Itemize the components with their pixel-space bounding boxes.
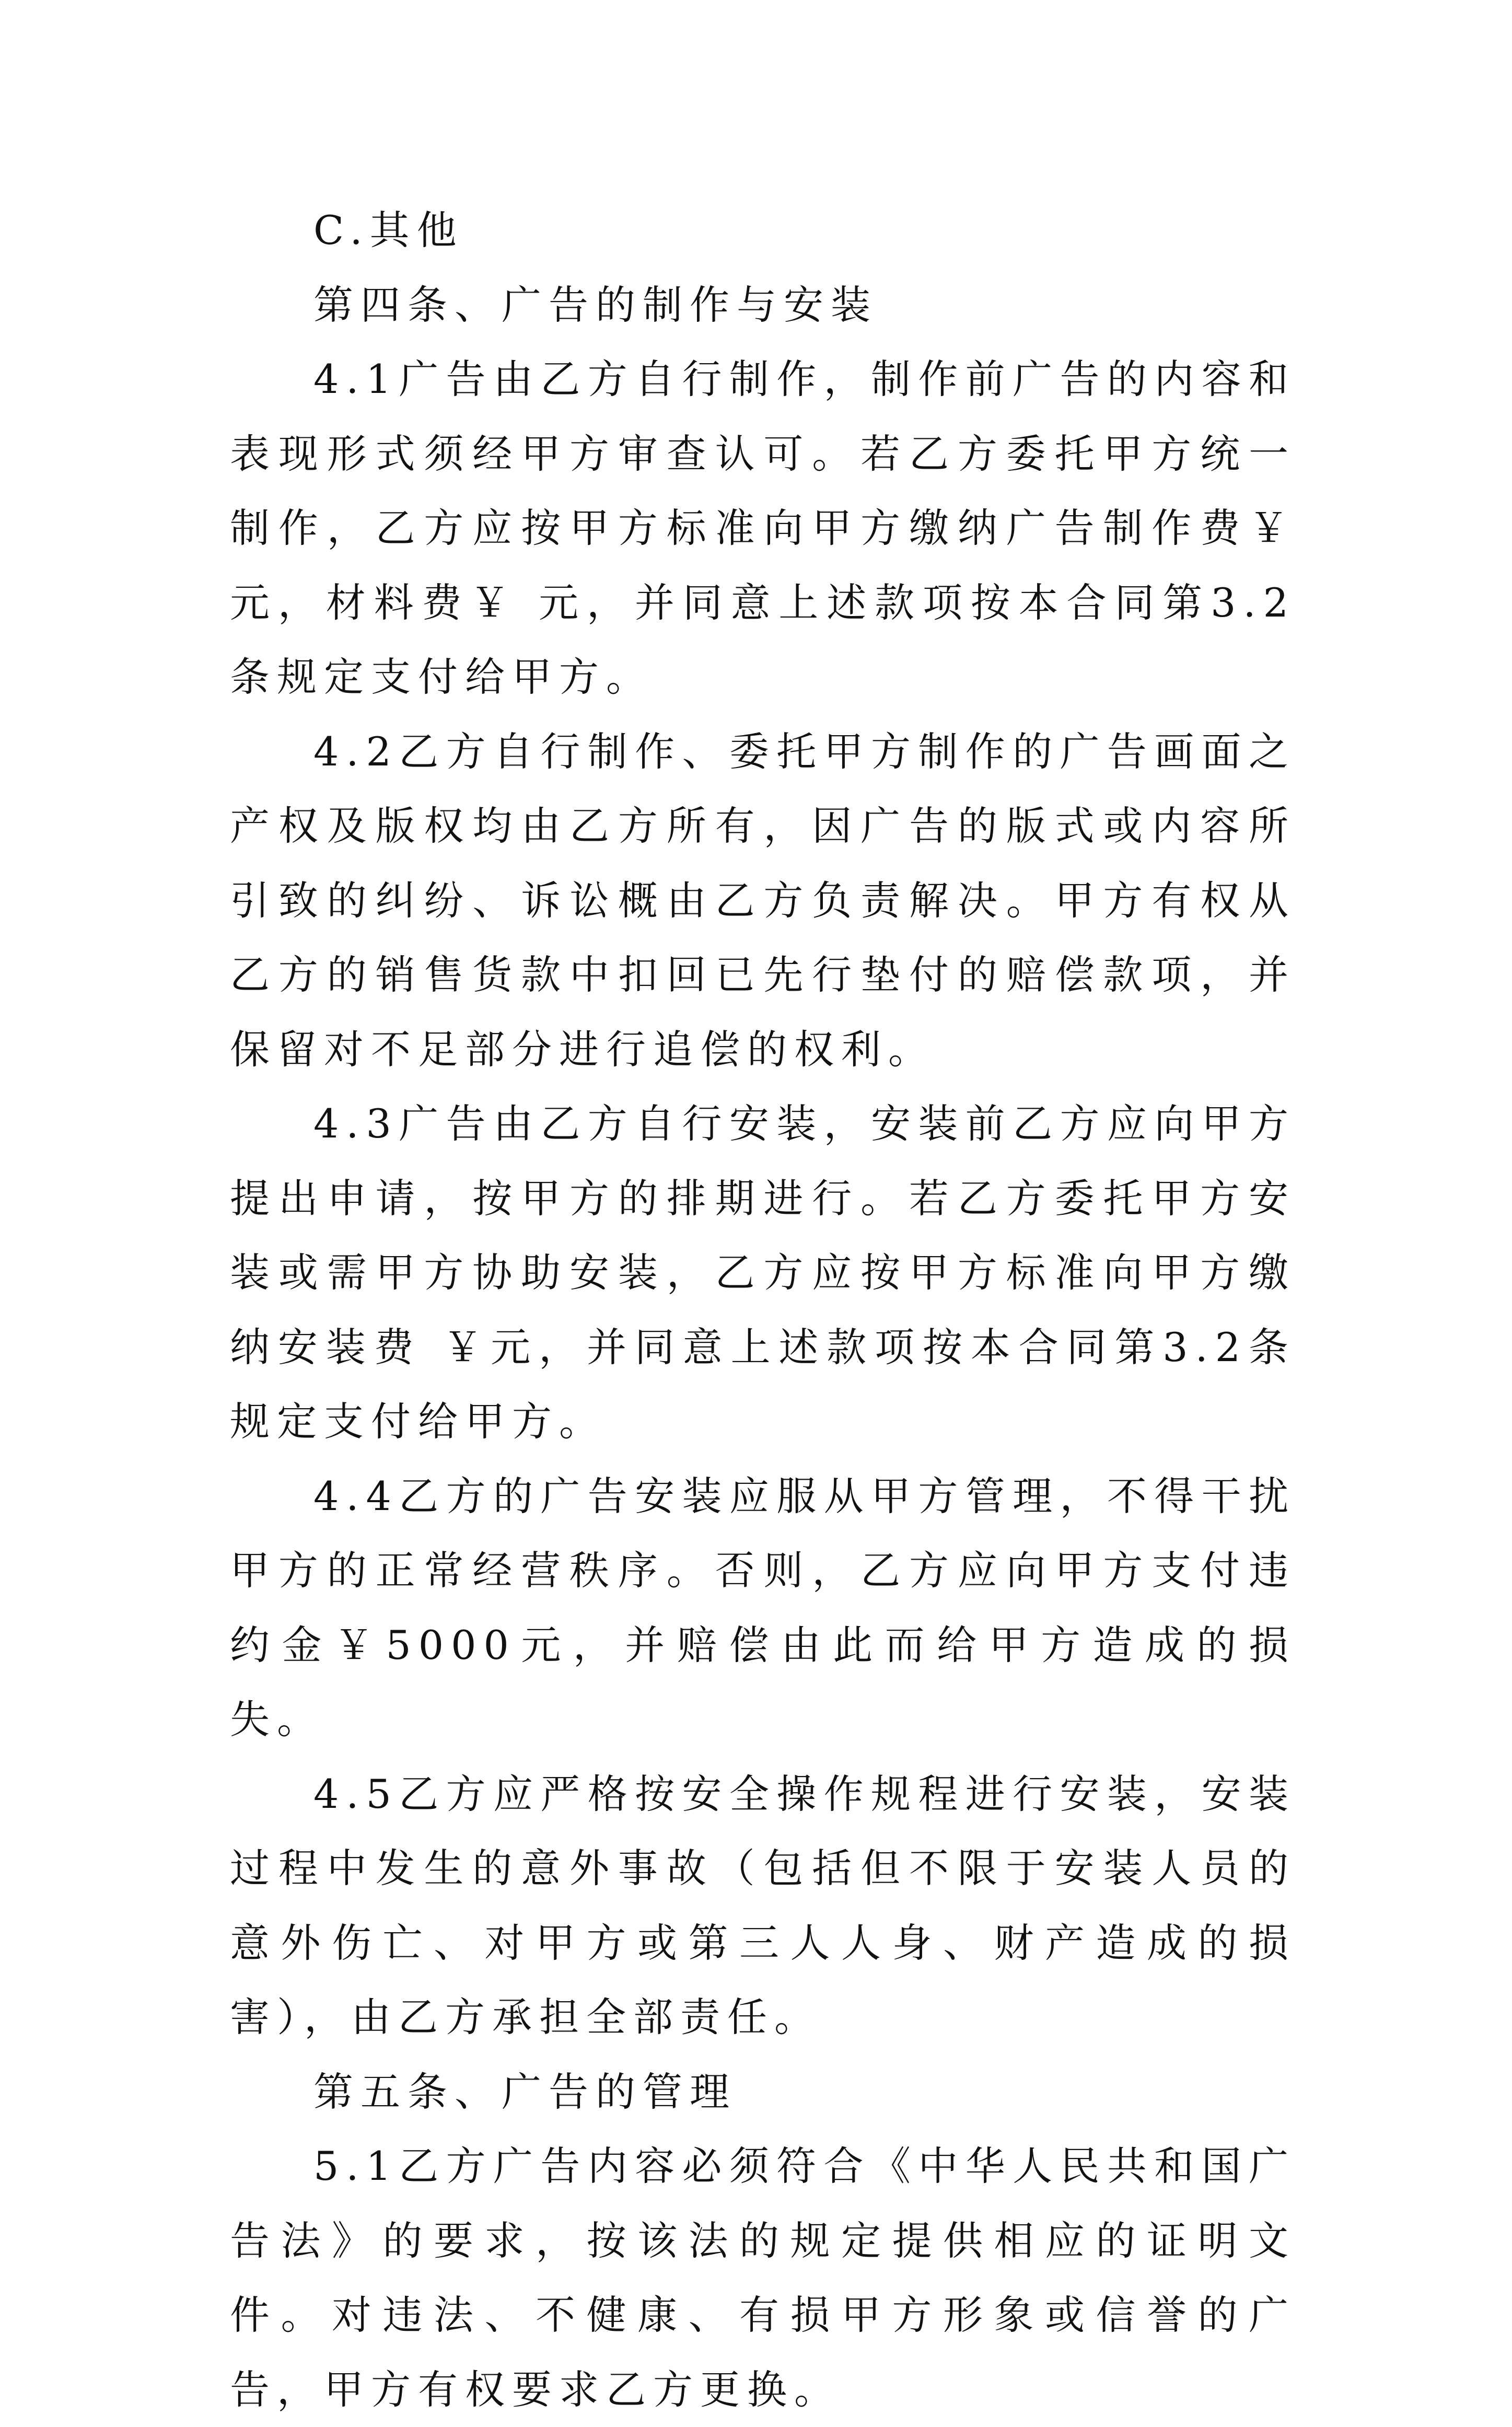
clause-4-2: 4.2乙方自行制作、委托甲方制作的广告画面之产权及版权均由乙方所有，因广告的版式或内容所引致的纠纷、诉讼概由乙方负责解决。甲方有权从乙方的销售货款中扣回已先行垫付的赔偿款项，并保留对不足部分进行追偿的权利。 [230, 728, 1296, 1073]
clause-4-4: 4.4乙方的广告安装应服从甲方管理，不得干扰甲方的正常经营秩序。否则，乙方应向甲方支付违约金￥5000元，并赔偿由此而给甲方造成的损失。 [230, 1472, 1296, 1743]
article-4-heading: 第四条、广告的制作与安装 [313, 281, 878, 328]
clause-4-3: 4.3广告由乙方自行安装，安装前乙方应向甲方提出申请，按甲方的排期进行。若乙方委托甲方安装或需甲方协助安装，乙方应按甲方标准向甲方缴纳安装费 ￥元，并同意上述款项按本合同第3.2条规定支付给甲方。 [230, 1100, 1296, 1445]
clause-5-1: 5.1乙方广告内容必须符合《中华人民共和国广告法》的要求，按该法的规定提供相应的证明文件。对违法、不健康、有损甲方形象或信誉的广告，甲方有权要求乙方更换。 [230, 2143, 1296, 2413]
clause-option-c: C.其他 [313, 207, 464, 253]
clause-4-1: 4.1广告由乙方自行制作，制作前广告的内容和表现形式须经甲方审查认可。若乙方委托甲方统一制作，乙方应按甲方标准向甲方缴纳广告制作费￥ 元，材料费￥ 元，并同意上述款项按本合同第3.2条规定支付给甲方。 [230, 356, 1296, 700]
article-5-heading: 第五条、广告的管理 [313, 2068, 737, 2115]
document-body [230, 193, 1296, 2427]
clause-4-5: 4.5乙方应严格按安全操作规程进行安装，安装过程中发生的意外事故（包括但不限于安装人员的意外伤亡、对甲方或第三人人身、财产造成的损害），由乙方承担全部责任。 [230, 1770, 1296, 2040]
